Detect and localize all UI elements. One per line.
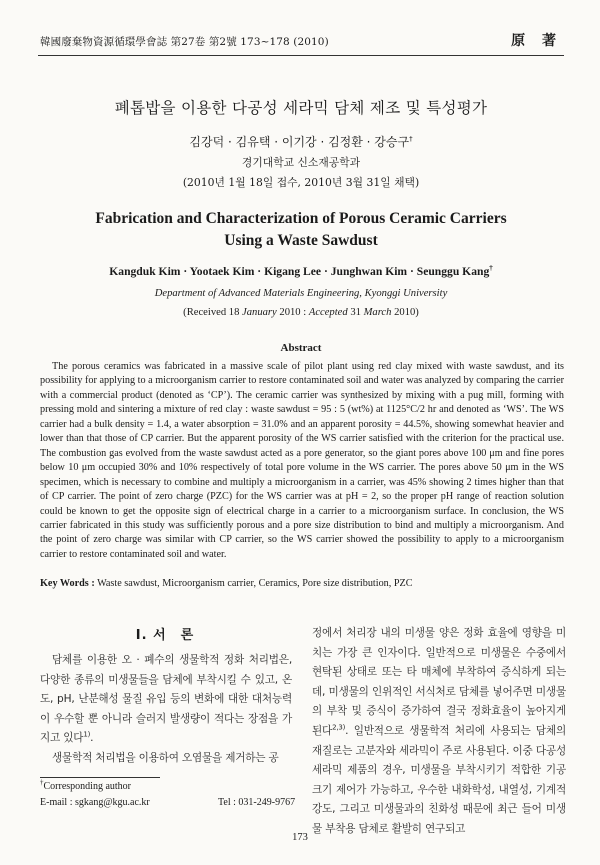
header-rule <box>38 55 564 56</box>
keywords-label: Key Words : <box>40 578 95 589</box>
section-heading-introduction: I. 서 론 <box>135 628 195 643</box>
korean-author-names: 김강덕 · 김유택 · 이기강 · 김정환 · 강승구 <box>189 135 410 149</box>
korean-title: 폐톱밥을 이용한 다공성 세라믹 담체 제조 및 특성평가 <box>114 99 488 117</box>
paragraph-continued-text-2: . 일반적으로 생물학적 처리에 사용되는 담체의 재질로는 고분자와 세라믹이 주로 사용된다. 이중 다공성 세라믹 제품의 경우, 미생물을 부착시키기 적합한 기공 크기 제어가 가능하고, 우수한 내화학성, 내열성, 기계적 강도, 그리고 미생물과의 친화성 때문에 최근 들어 미생물 부착용 담체로 활발히 연구되고 <box>312 724 566 835</box>
received-label: (Received <box>183 307 227 318</box>
keywords-text: Waste sawdust, Microorganism carrier, Ceramics, Pore size distribution, PZC <box>97 578 413 589</box>
footnote-corresponding <box>40 778 131 792</box>
english-dates <box>38 307 564 318</box>
korean-dates: (2010년 1월 18일 접수, 2010년 3월 31일 채택) <box>182 176 420 189</box>
body-right-column <box>312 624 566 840</box>
english-author-names: Kangduk Kim · Yootaek Kim · Kigang Lee · Junghwan Kim · Seunggu Kang <box>109 265 490 278</box>
english-title-line-2: Using a Waste Sawdust <box>224 232 378 249</box>
footnote-corresponding-text: Corresponding author <box>43 781 131 792</box>
body-paragraph-2: 생물학적 처리법을 이용하여 오염물을 제거하는 공 <box>52 751 279 764</box>
received-year: 2010 : <box>279 307 307 318</box>
paragraph-1-end: . <box>90 732 94 745</box>
english-title-line-1: Fabrication and Characterization of Porous Ceramic Carriers <box>95 210 507 227</box>
citation-ref: 1) <box>83 730 91 739</box>
page-number: 173 <box>292 832 308 843</box>
paragraph-1-text: 담체를 이용한 오 · 폐수의 생물학적 정화 처리법은, 다양한 종류의 미생물들을 담체에 부착시킬 수 있고, 온도, pH, 난분해성 물질 유입 등의 변화에 대한 대처능력이 우수할 뿐 아니라 슬러지 발생량이 적다는 장점을 가지고 있다 <box>40 654 292 745</box>
accepted-month: March <box>363 307 392 318</box>
english-authors <box>38 265 564 278</box>
received-day: 18 <box>228 307 240 318</box>
korean-authors <box>38 133 564 150</box>
abstract-heading: Abstract <box>280 342 322 354</box>
received-month: January <box>242 307 277 318</box>
accepted-year: 2010) <box>394 307 419 318</box>
journal-header: 韓國廢棄物資源循環學會誌 第27卷 第2號 173~178 (2010) <box>40 36 329 48</box>
paragraph-continued-text-1: 정에서 처리장 내의 미생물 양은 정화 효율에 영향을 미치는 가장 큰 인자이다. 일반적으로 미생물은 수중에서 현탁된 상태로 또는 타 매체에 부착하여 증식하게 되는데, 미생물의 인위적인 서식처로 담체를 넣어주면 미생물의 부착 및 증식이 증가하여 결국 정화효율이 높아지게 된다 <box>312 627 566 737</box>
abstract-text: The porous ceramics was fabricated in a massive scale of pilot plant using red clay mixed with waste sawdust, and its possibility for applying to a microorganism carrier to restore contaminated soil and water was analyzed by comparing the carrier with a commercial product (denoted as ‘CP’). The ceramic carrier was synthesized by mixing with a pug mill, forming with pressing mold and sintering a mixture of red clay : waste sawdust = 95 : 5 (wt%) at 1125°C/2 hr and denoted as ‘WS’. The WS carrier had a bulk density = 1.4, a water absorption = 31.0% and an apparent porosity = 44.5%, showing somewhat heavier and lower than that those of CP carrier. But the apparent porosity of the WS carrier satisfied with the criterion for the practical use. The combustion gas evolved from the waste sawdust acted as a pore generator, so the giant pores above 100 μm and fine pores below 10 μm occupied 30% and 10% respectively of total pore volume in the WS carrier. The pores above 50 μm in the WS specimen, which is necessary to combine and multiply a microorganism in a carrier, was 45% showing 2 times higher than that of CP carrier. The point of zero charge (PZC) for the WS carrier was at pH = 2, so the proper pH range of reaction solution could be known to get the opposite sign of electrical charge in a carrier to a microorganism surface. In conclusion, the WS carrier fabricated in this study was sufficiently porous and a pore size distribution to bind and multiply a microorganism. And the point of zero charge was similar with CP carrier, so the WS carrier showed the possibility to apply to a microorganism carrier to restore contaminated soil and water. <box>40 361 564 560</box>
accepted-day: 31 <box>350 307 361 318</box>
citation-ref-2: 2,3) <box>332 723 346 732</box>
footnote-rule <box>40 777 160 778</box>
english-title <box>38 208 564 252</box>
body-paragraph-1 <box>40 651 292 749</box>
body-left-column <box>40 651 292 769</box>
footnote-tel: Tel : 031-249-9767 <box>218 797 296 808</box>
footnote-mark: † <box>40 778 44 787</box>
keywords <box>40 578 564 589</box>
corresponding-mark: † <box>409 135 413 143</box>
english-affiliation: Department of Advanced Materials Engineering, Kyonggi University <box>154 288 448 299</box>
footnote-email: E-mail : sgkang@kgu.ac.kr <box>40 797 150 808</box>
corresponding-mark-en: † <box>489 264 493 273</box>
article-type-label: 原 著 <box>511 33 562 49</box>
korean-affiliation: 경기대학교 신소재공학과 <box>241 156 361 169</box>
accepted-label: Accepted <box>308 307 348 318</box>
body-paragraph-continued <box>312 624 566 840</box>
